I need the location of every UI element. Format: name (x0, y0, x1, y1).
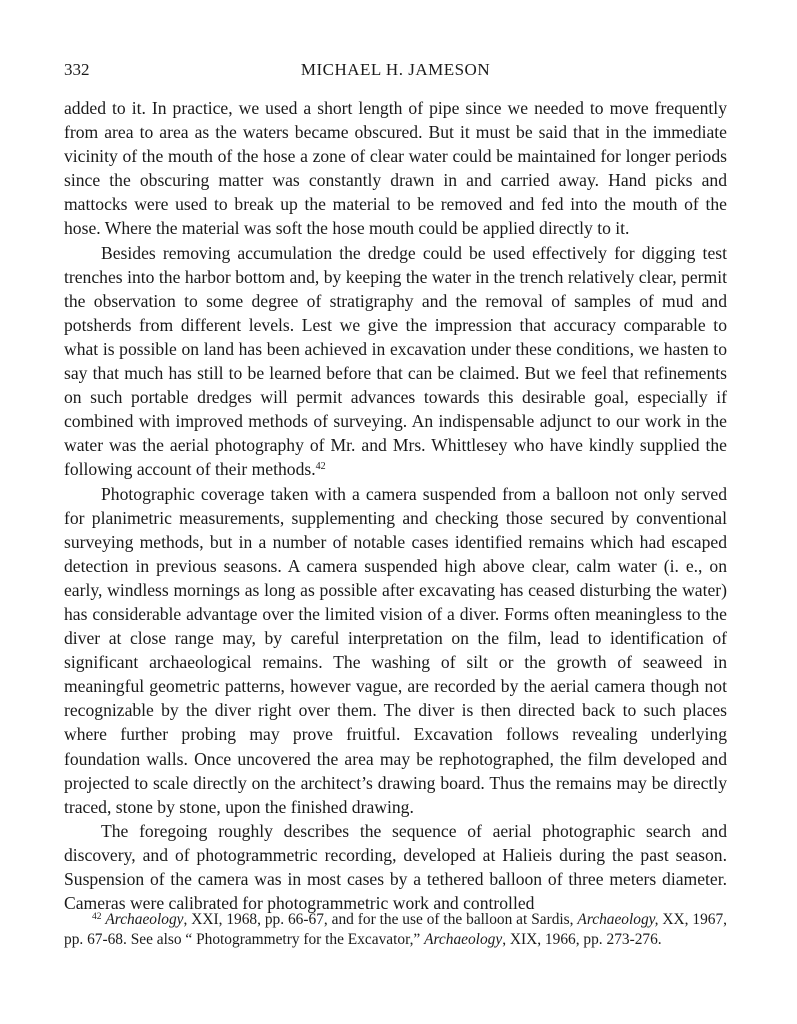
page-number: 332 (64, 60, 90, 79)
footnote-42 (64, 910, 727, 949)
paragraph-2-text: Besides removing accumulation the dredge could be used effectively for digging test trenches into the harbor bottom and, by keeping the water in the trench relatively clear, permit the observation to some degree of stratigraphy and the removal of samples of mud and potsherds from different levels. Lest we give the impression that accuracy comparable to what is possible on land has been achieved in excavation under these conditions, we hasten to say that much has still to be learned before that can be claimed. But we feel that refinements on such portable dredges will permit advances towards this desirable goal, especially if combined with improved methods of surveying. An indispensable adjunct to our work in the water was the aerial photography of Mr. and Mrs. Whittlesey who have kindly supplied the following account of their methods. (64, 242, 727, 480)
paragraph-1 (64, 96, 727, 241)
footnote-journal-3: Archaeology (424, 930, 503, 948)
footnote-part-3: , XIX, 1966, pp. 273-276. (502, 930, 662, 948)
footnote-part-2: XX, 1967, pp. 67-68. See also “ Photogrammetry for the Excavator,” (64, 911, 727, 948)
paragraph-4-text: The foregoing roughly describes the sequence of aerial photographic search and discovery, and of photogrammetric recording, developed at Halieis during the past season. Suspension of the camera was in most cases by a tethered balloon of three meters diameter. Cameras were calibrated for photogrammetric work and controlled (64, 820, 727, 914)
footnote-part-1: , XXI, 1968, pp. 66-67, and for the use of the balloon at Sardis, (183, 911, 578, 928)
body-text (64, 96, 727, 915)
running-title: MICHAEL H. JAMESON (300, 60, 491, 79)
paragraph-4 (64, 819, 727, 915)
paragraph-1-text: added to it. In practice, we used a short length of pipe since we needed to move frequently from area to area as the waters became obscured. But it must be said that in the immediate vicinity of the mouth of the hose a zone of clear water could be maintained for longer periods since the obscuring matter was constantly drawn in and carried away. Hand picks and mattocks were used to break up the material to be removed and fed into the mouth of the hose. Where the material was soft the hose mouth could be applied directly to it. (64, 98, 727, 239)
paragraph-2 (64, 241, 727, 482)
paragraph-3 (64, 482, 727, 819)
running-head (64, 60, 727, 84)
footnote-journal-2: Archaeology, (577, 911, 659, 928)
paragraph-3-text: Photographic coverage taken with a camera suspended from a balloon not only served for planimetric measurements, supplementing and checking those secured by conventional surveying methods, but in a number of notable cases identified remains which had escaped detection in previous seasons. A camera suspended high above clear, calm water (i. e., on early, windless mornings as long as possible after excavating has ceased disturbing the water) has considerable advantage over the limited vision of a diver. Forms often meaningless to the diver at close range may, by careful interpretation on the film, lead to identification of significant archaeological remains. The washing of silt or the growth of seaweed in meaningful geometric patterns, however vague, are recorded by the aerial camera though not recognizable by the diver right over them. The diver is then directed back to such places where further probing may prove fruitful. Excavation follows revealing underlying foundation walls. Once uncovered the area may be rephotographed, the film developed and projected to scale directly on the architect’s drawing board. Thus the remains may be directly traced, stone by stone, upon the finished drawing. (64, 483, 727, 817)
footnote-marker: 42 (92, 912, 102, 922)
footnotes (64, 910, 727, 949)
footnote-journal-1: Archaeology (105, 911, 184, 928)
footnote-reference-42[interactable]: 42 (315, 461, 326, 473)
